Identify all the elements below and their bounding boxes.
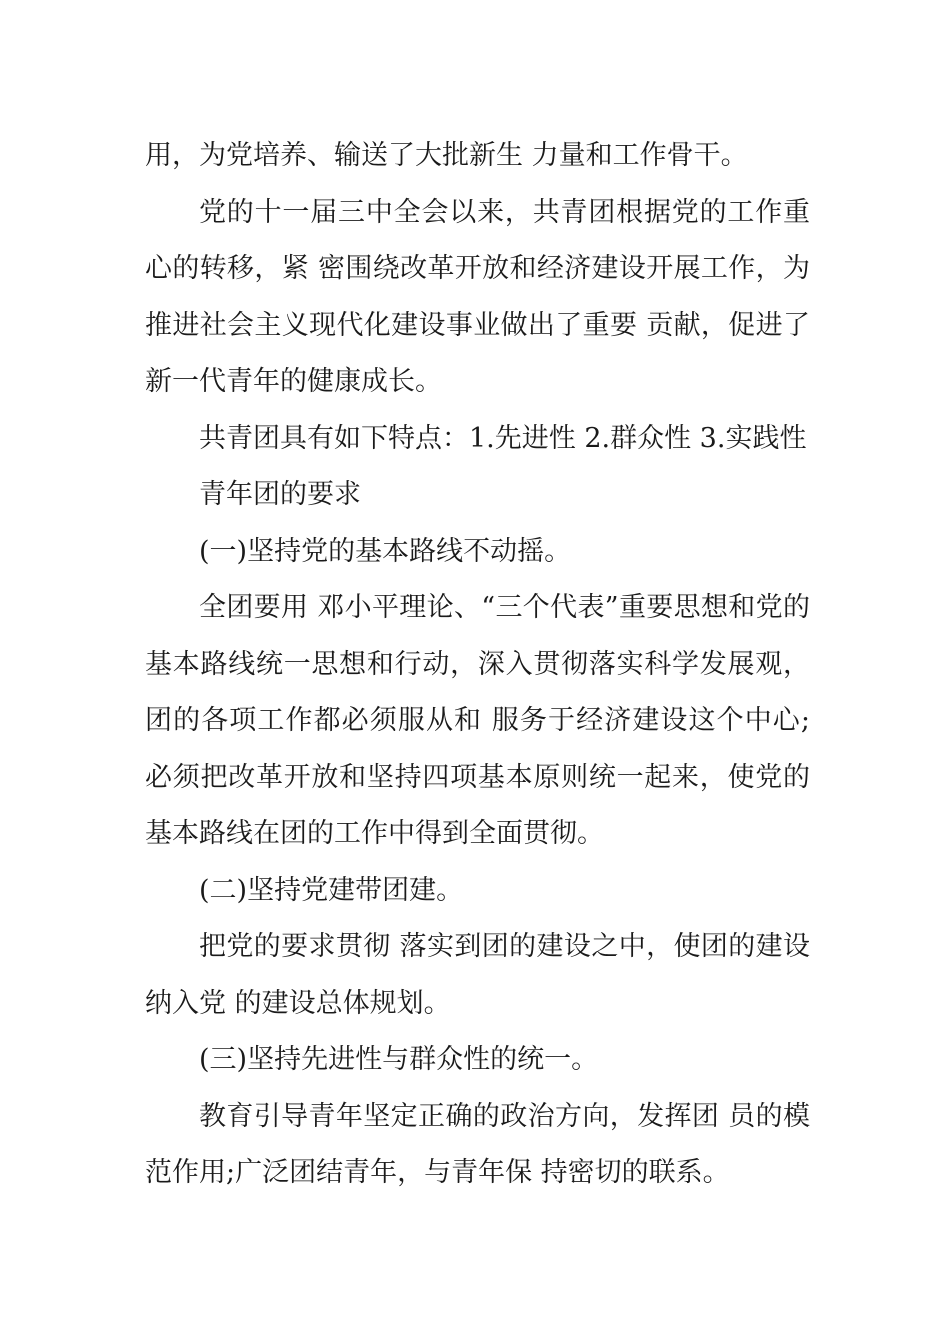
paragraph-third-plenum: 党的十一届三中全会以来，共青团根据党的工作重心的转移，紧 密围绕改革开放和经济建设开展工作，为推进社会主义现代化建设事业做出了重要 贡献，促进了新一代青年的健康成长。 — [145, 196, 810, 397]
subheading-party-building: (二)坚持党建带团建。 — [199, 874, 464, 906]
section-heading-requirements: 青年团的要求 — [199, 479, 361, 510]
subheading-basic-line: (一)坚持党的基本路线不动摇。 — [199, 535, 572, 567]
paragraph-party-building: 把党的要求贯彻 落实到团的建设之中，使团的建设纳入党 的建设总体规划。 — [145, 931, 810, 1019]
subheading-advanced-mass: (三)坚持先进性与群众性的统一。 — [199, 1044, 599, 1075]
paragraph-continuation: 用，为党培养、输送了大批新生 力量和工作骨干。 — [145, 140, 748, 171]
paragraph-advanced-mass: 教育引导青年坚定正确的政治方向，发挥团 员的模范作用;广泛团结青年，与青年保 持密切的联系。 — [145, 1100, 810, 1188]
paragraph-basic-line: 全团要用 邓小平理论、“三个代表”重要思想和党的基本路线统一思想和行动，深入贯彻落实科学发展观，团的各项工作都必须服从和 服务于经济建设这个中心;必须把改革开放和坚持四项基本原则统一起来，使党的 基本路线在团的工作中得到全面贯彻。 — [145, 592, 810, 849]
document-body — [145, 128, 810, 1202]
paragraph-features: 共青团具有如下特点：1.先进性 2.群众性 3.实践性 — [199, 422, 807, 454]
